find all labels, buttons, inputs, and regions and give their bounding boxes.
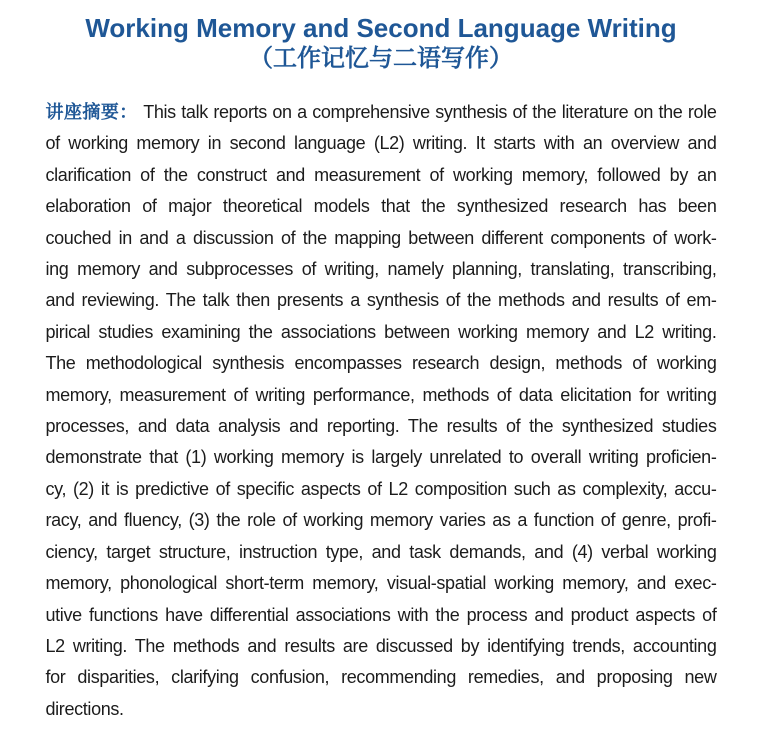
abstract-label: 讲座摘要： [45,102,138,122]
abstract-line: L2 writing. The methods and results are discussed by identifying trends, accounting [45,635,717,656]
abstract-line-text: This talk reports on a comprehensive synthesis of the literature on the role [143,102,717,122]
abstract-line: couched in and a discussion of the mapping between different components of work- [45,227,717,248]
abstract-line: racy, and fluency, (3) the role of working memory varies as a function of genre, profi- [45,510,717,531]
abstract-line: of working memory in second language (L2) writing. It starts with an overview and [45,133,717,154]
abstract-line: demonstrate that (1) working memory is largely unrelated to overall writing proficien- [45,447,717,468]
abstract-line: cy, (2) it is predictive of specific aspects of L2 composition such as complexity, accu- [45,478,717,499]
abstract-line: ciency, target structure, instruction type, and task demands, and (4) verbal working [45,541,717,562]
abstract-line: for disparities, clarifying confusion, recommending remedies, and proposing new [45,667,717,688]
abstract-line: processes, and data analysis and reporting. The results of the synthesized studies [45,416,717,437]
abstract-line: memory, measurement of writing performance, methods of data elicitation for writing [45,384,717,405]
abstract-line: clarification of the construct and measurement of working memory, followed by an [45,164,717,185]
abstract-line: elaboration of major theoretical models that the synthesized research has been [45,196,717,217]
abstract-line: directions. [45,698,124,719]
title-chinese: （工作记忆与二语写作） [249,45,513,72]
page-title [0,0,762,74]
abstract-line: pirical studies examining the associations between working memory and L2 writing. [45,321,717,342]
abstract-line: utive functions have differential associations with the process and product aspects of [45,604,717,625]
title-english: Working Memory and Second Language Writing [85,13,677,43]
abstract-paragraph [46,97,717,725]
abstract-line [46,97,717,128]
abstract-line: memory, phonological short-term memory, visual-spatial working memory, and exec- [45,573,717,594]
abstract-line: ing memory and subprocesses of writing, namely planning, translating, transcribing, [45,259,717,280]
abstract-line: The methodological synthesis encompasses research design, methods of working [45,353,717,374]
abstract-line: and reviewing. The talk then presents a synthesis of the methods and results of em- [45,290,717,311]
